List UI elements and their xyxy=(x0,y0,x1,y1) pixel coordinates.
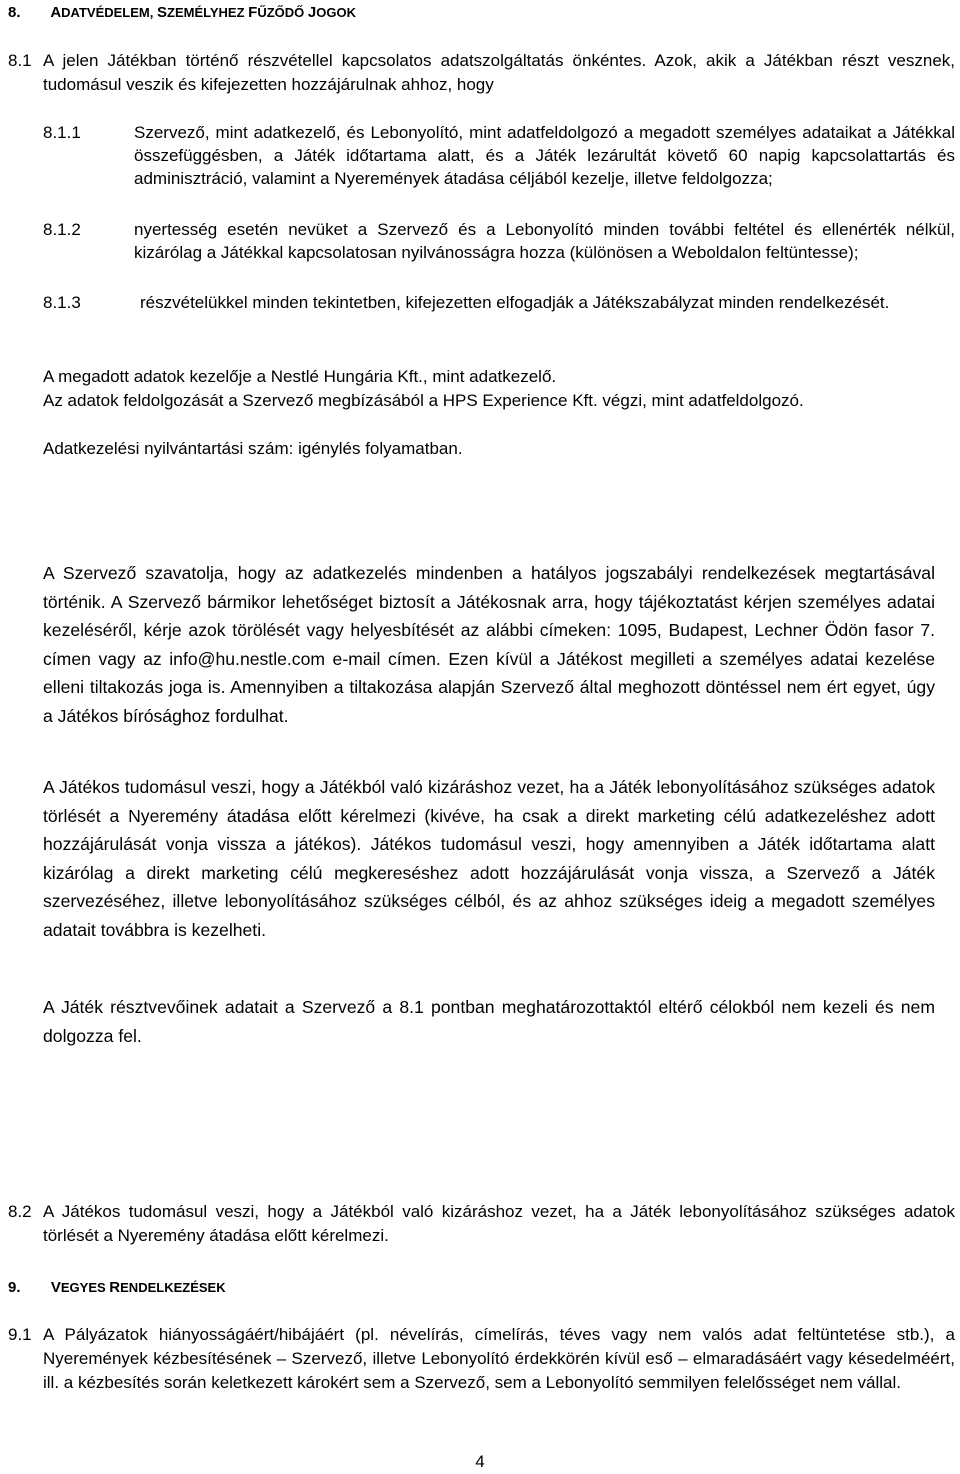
page-number: 4 xyxy=(475,1452,485,1471)
clause-number-8-2: 8.2 xyxy=(8,1202,32,1221)
section-9-heading xyxy=(8,1279,226,1296)
clause-8-1-1-text: Szervező, mint adatkezelő, és Lebonyolító, mint adatfeldolgozó a megadott személyes adataikat a Játékkal összefüggésben, a Játék időtartama alatt, és a Játék lezárultát követő 60 napig kapcsolattartás és adminisztráció, valamint a Nyeremények átadása céljából kezelje, illetve feldolgozza; xyxy=(134,123,955,188)
clause-8-2-text: A Játékos tudomásul veszi, hogy a Játékból való kizáráshoz vezet, ha a Játék lebonyolításához szükséges adatok törlését a Nyeremény átadása előtt kérelmezi. xyxy=(43,1202,955,1245)
section-number: 9. xyxy=(8,1279,21,1296)
processor-line: Az adatok feldolgozását a Szervező megbízásából a HPS Experience Kft. végzi, mint adatfeldolgozó. xyxy=(43,391,804,410)
clause-number-8-1-1: 8.1.1 xyxy=(43,123,81,142)
clause-number-8-1: 8.1 xyxy=(8,51,32,70)
guarantee-paragraph: A Szervező szavatolja, hogy az adatkezelés mindenben a hatályos jogszabályi rendelkezések megtartásával történik. A Szervező bármikor lehetőséget biztosít a Játékosnak arra, hogy tájékoztatást kérjen személyes adatai kezeléséről, kérje azok törölését vagy helyesbítését az alábbi címeken: 1095, Budapest, Lechner Ödön fasor 7. címen vagy az info@hu.nestle.com e-mail címen. Ezen kívül a Játékost megilleti a személyes adatai kezelése elleni tiltakozás joga is. Amennyiben a tiltakozása alapján Szervező által meghozott döntéssel nem ért egyet, úgy a Játékos bírósághoz fordulhat. xyxy=(43,563,935,726)
section-title: VEGYES RENDELKEZÉSEK xyxy=(50,1279,226,1296)
section-title: ADATVÉDELEM, SZEMÉLYHEZ FŰZŐDŐ JOGOK xyxy=(50,4,356,21)
clause-number-8-1-3: 8.1.3 xyxy=(43,293,81,312)
clause-8-1-2-text: nyertesség esetén nevüket a Szervező és a Lebonyolító minden további feltétel és ellenérték nélkül, kizárólag a Játékkal kapcsolatosan nyilvánosságra hozza (különösen a Weboldalon feltüntesse); xyxy=(134,220,955,262)
registration-line: Adatkezelési nyilvántartási szám: igénylés folyamatban. xyxy=(43,439,463,458)
section-number: 8. xyxy=(8,4,21,21)
controller-line: A megadott adatok kezelője a Nestlé Hungária Kft., mint adatkezelő. xyxy=(43,367,557,386)
clause-8-1-3-text: részvételükkel minden tekintetben, kifejezetten elfogadják a Játékszabályzat minden rendelkezését. xyxy=(140,293,890,312)
exclusion-paragraph: A Játékos tudomásul veszi, hogy a Játékból való kizáráshoz vezet, ha a Játék lebonyolításához szükséges adatok törlését a Nyeremény átadása előtt kérelmezi (kivéve, ha csak a direkt marketing célú adatkezeléshez adott hozzájárulását vonja vissza a játékos). Játékos tudomásul veszi, hogy amennyiben a Játék időtartama alatt kizárólag a direkt marketing célú megkereséshez adott hozzájárulását vonja vissza, a Szervező a Játék szervezéséhez, illetve lebonyolításához szükséges célból, és az ahhoz szükséges ideig a megadott személyes adatait továbbra is kezelheti. xyxy=(43,777,935,940)
section-8-heading xyxy=(8,4,356,21)
clause-number-9-1: 9.1 xyxy=(8,1325,32,1344)
clause-number-8-1-2: 8.1.2 xyxy=(43,220,81,239)
purpose-paragraph: A Játék résztvevőinek adatait a Szervező a 8.1 pontban meghatározottaktól eltérő célokból nem kezeli és nem dolgozza fel. xyxy=(43,997,935,1046)
clause-8-1-text: A jelen Játékban történő részvétellel kapcsolatos adatszolgáltatás önkéntes. Azok, akik a Játékban részt vesznek, tudomásul veszik és kifejezetten hozzájárulnak ahhoz, hogy xyxy=(43,51,955,94)
clause-9-1-text: A Pályázatok hiányosságáért/hibájáért (pl. névelírás, címelírás, téves vagy nem valós adat feltüntetése stb.), a Nyeremények kézbesítésének – Szervező, illetve Lebonyolító érdekkörén kívül eső – elmaradásáért vagy késedelméért, ill. a kézbesítés során keletkezett károkért sem a Szervező, sem a Lebonyolító semmilyen felelősséget nem vállal. xyxy=(43,1325,955,1392)
